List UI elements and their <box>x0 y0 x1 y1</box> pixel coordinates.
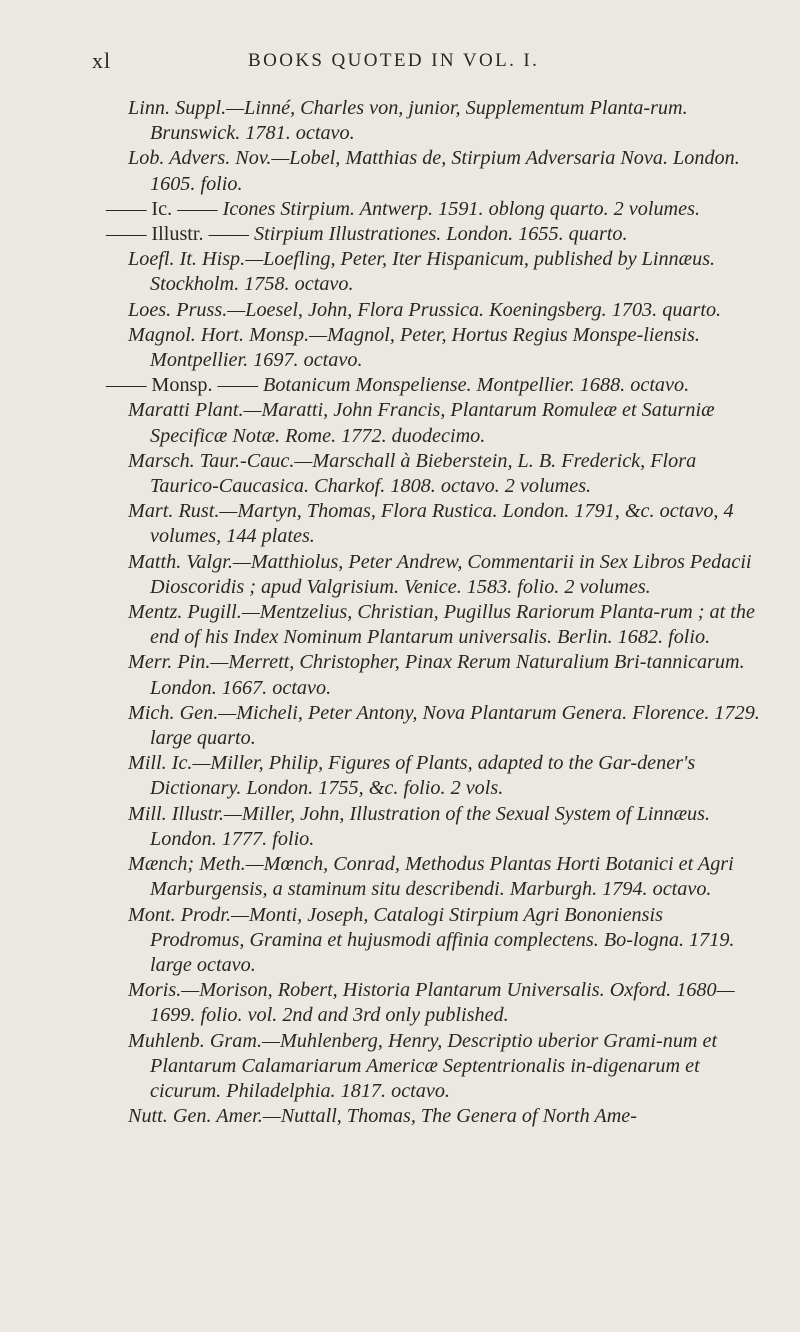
bibliography-entry: Matth. Valgr.—Matthiolus, Peter Andrew, Commentarii in Sex Libros Pedacii Dioscoridis ; apud Valgrisium. Venice. 1583. folio. 2 volumes. <box>128 550 752 598</box>
bibliography-subentry: —— Monsp. —— Botanicum Monspeliense. Montpellier. 1688. octavo. <box>128 373 760 398</box>
bibliography-entry: Mill. Illustr.—Miller, John, Illustration of the Sexual System of Linnæus. London. 1777. folio. <box>128 802 711 850</box>
bibliography-entry: Maratti Plant.—Maratti, John Francis, Plantarum Romuleæ et Saturniæ Specificæ Notæ. Rome. 1772. duodecimo. <box>128 399 715 447</box>
bibliography-entry: Moris.—Morison, Robert, Historia Plantarum Universalis. Oxford. 1680—1699. folio. vol. 2nd and 3rd only published. <box>128 979 735 1027</box>
bibliography-entry: Lob. Advers. Nov.—Lobel, Matthias de, Stirpium Adversaria Nova. London. 1605. folio. <box>128 147 740 195</box>
bibliography-entry: Mich. Gen.—Micheli, Peter Antony, Nova Plantarum Genera. Florence. 1729. large quarto. <box>128 701 760 750</box>
entry-prefix: —— Ic. —— <box>106 197 218 220</box>
bibliography-entry: Magnol. Hort. Monsp.—Magnol, Peter, Hortus Regius Monspe-liensis. Montpellier. 1697. octavo. <box>128 323 700 372</box>
bibliography-entry: Linn. Suppl.—Linné, Charles von, junior, Supplementum Planta-rum. Brunswick. 1781. octavo. <box>128 97 688 145</box>
bibliography-subentry: —— Illustr. —— Stirpium Illustrationes. London. 1655. quarto. <box>128 222 760 247</box>
bibliography-entry: Mart. Rust.—Martyn, Thomas, Flora Rustica. London. 1791, &c. octavo, 4 volumes, 144 plates. <box>128 500 734 548</box>
bibliography-entry: Marsch. Taur.-Cauc.—Marschall à Bieberstein, L. B. Frederick, Flora Taurico-Caucasica. Charkof. 1808. octavo. 2 volumes. <box>128 449 697 498</box>
running-head: BOOKS QUOTED IN VOL. I. <box>248 50 540 71</box>
page-number: xl <box>92 48 112 73</box>
entry-prefix: —— Illustr. —— <box>106 223 249 246</box>
entry-prefix: —— Monsp. —— <box>106 374 258 397</box>
bibliography-entry: Nutt. Gen. Amer.—Nuttall, Thomas, The Genera of North Ame- <box>128 1105 637 1128</box>
bibliography-entry: Mill. Ic.—Miller, Philip, Figures of Plants, adapted to the Gar-dener's Dictionary. London. 1755, &c. folio. 2 vols. <box>128 752 696 800</box>
page-header <box>92 48 740 78</box>
bibliography-entry: Mentz. Pugill.—Mentzelius, Christian, Pugillus Rariorum Planta-rum ; at the end of his Index Nominum Plantarum universalis. Berlin. 1682. folio. <box>128 601 755 649</box>
bibliography-entry: Mænch; Meth.—Mœnch, Conrad, Methodus Plantas Horti Botanici et Agri Marburgensis, a staminum situ describendi. Marburgh. 1794. octavo. <box>128 853 734 901</box>
bibliography-entry: Merr. Pin.—Merrett, Christopher, Pinax Rerum Naturalium Bri-tannicarum. London. 1667. octavo. <box>128 651 745 699</box>
bibliography-entry: Mont. Prodr.—Monti, Joseph, Catalogi Stirpium Agri Bononiensis Prodromus, Gramina et hujusmodi affinia complectens. Bo-logna. 1719. large octavo. <box>128 903 735 976</box>
bibliography-subentry: —— Ic. —— Icones Stirpium. Antwerp. 1591. oblong quarto. 2 volumes. <box>128 197 760 222</box>
bibliography-entry: Muhlenb. Gram.—Muhlenberg, Henry, Descriptio uberior Grami-num et Plantarum Calamariarum Americæ Septentrionalis in-digenarum et cicurum. Philadelphia. 1817. octavo. <box>128 1029 718 1102</box>
bibliography-entry: Loes. Pruss.—Loesel, John, Flora Prussica. Koeningsberg. 1703. quarto. <box>128 298 722 321</box>
bibliography-entry: Loefl. It. Hisp.—Loefling, Peter, Iter Hispanicum, published by Linnæus. Stockholm. 1758. octavo. <box>128 248 716 296</box>
bibliography-list <box>106 96 760 1129</box>
